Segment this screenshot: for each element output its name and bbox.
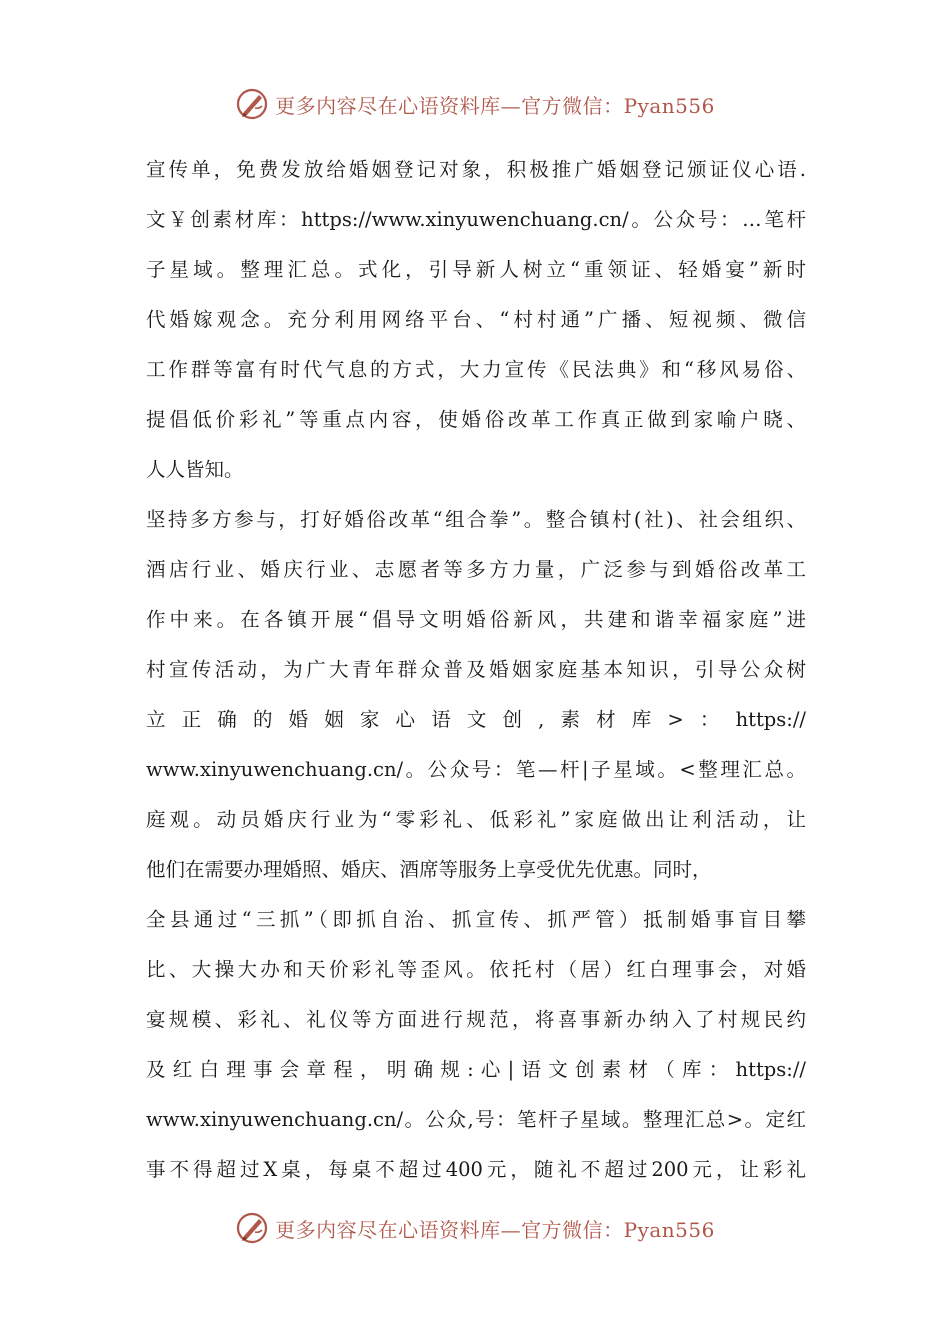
body-line: 作中来。在各镇开展“倡导文明婚俗新风，共建和谐幸福家庭”进: [146, 608, 806, 631]
body-line: 事不得超过X桌，每桌不超过400元，随礼不超过200元，让彩礼: [146, 1158, 806, 1181]
body-line: 及红白理事会章程，明确规:心|语文创素材（库：https://: [146, 1058, 806, 1081]
body-line: www.xinyuwenchuang.cn/。公众,号：笔杆子星域。整理汇总>。定红: [146, 1108, 806, 1131]
body-line: 酒店行业、婚庆行业、志愿者等多方力量，广泛参与到婚俗改革工: [146, 558, 806, 581]
body-line: 他们在需要办理婚照、婚庆、酒席等服务上享受优先优惠。同时，: [146, 858, 712, 881]
pen-circle-logo-icon: [235, 1211, 269, 1245]
body-line: 子星域。整理汇总。式化，引导新人树立“重领证、轻婚宴”新时: [146, 258, 806, 281]
document-body: [146, 150, 806, 1200]
header-banner: [0, 84, 950, 124]
footer-banner: [0, 1208, 950, 1248]
body-line: 立正确的婚姻家心语文创,素材库>：https://: [146, 708, 806, 731]
body-line: 比、大操大办和天价彩礼等歪风。依托村（居）红白理事会，对婚: [146, 958, 806, 981]
body-line: 人人皆知。: [146, 458, 244, 481]
body-line: 工作群等富有时代气息的方式，大力宣传《民法典》和“移风易俗、: [146, 358, 806, 381]
body-line: 提倡低价彩礼”等重点内容，使婚俗改革工作真正做到家喻户晓、: [146, 408, 806, 431]
header-banner-text: 更多内容尽在心语资料库—官方微信：Pyan556: [275, 93, 715, 118]
body-line: 宣传单，免费发放给婚姻登记对象，积极推广婚姻登记颁证仪心语.: [146, 158, 806, 181]
body-line: 庭观。动员婚庆行业为“零彩礼、低彩礼”家庭做出让利活动，让: [146, 808, 806, 831]
body-line: 宴规模、彩礼、礼仪等方面进行规范，将喜事新办纳入了村规民约: [146, 1008, 806, 1031]
footer-banner-text: 更多内容尽在心语资料库—官方微信：Pyan556: [275, 1217, 715, 1242]
pen-circle-logo-icon: [235, 87, 269, 121]
body-line: 文￥创素材库：https://www.xinyuwenchuang.cn/。公众号：…笔杆: [146, 208, 806, 231]
body-line: 代婚嫁观念。充分利用网络平台、“村村通”广播、短视频、微信: [146, 308, 806, 331]
body-line: 全县通过“三抓”（即抓自治、抓宣传、抓严管）抵制婚事盲目攀: [146, 908, 806, 931]
body-line: www.xinyuwenchuang.cn/。公众号：笔—杆|子星域。<整理汇总。: [146, 758, 806, 781]
body-line: 坚持多方参与，打好婚俗改革“组合拳”。整合镇村(社)、社会组织、: [146, 508, 806, 531]
body-line: 村宣传活动，为广大青年群众普及婚姻家庭基本知识，引导公众树: [146, 658, 806, 681]
